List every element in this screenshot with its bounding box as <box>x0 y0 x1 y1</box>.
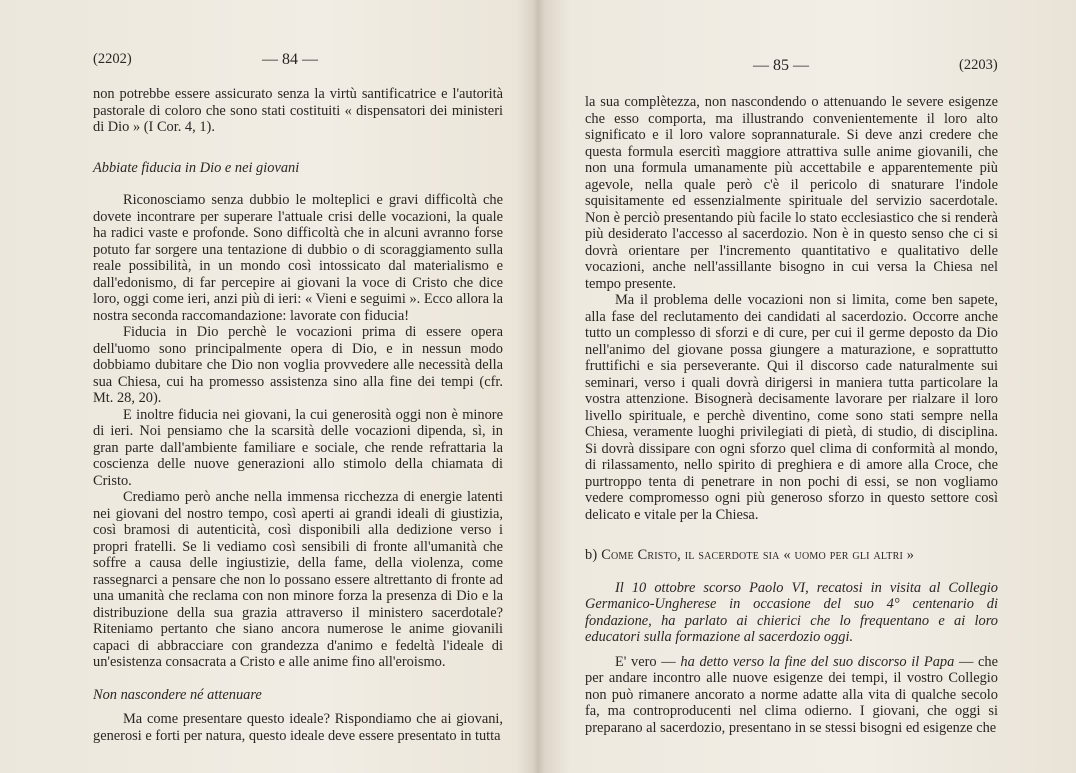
left-page-body <box>93 86 503 744</box>
left-paragraph-4: E inoltre fiducia nei giovani, la cui generosità oggi non è minore di ieri. Noi pensiamo che la scarsità delle vocazioni dipenda, sì, in gran parte dall'ambiente familiare e sociale, che rende refrattaria la coscienza delle nuove generazioni allo stimolo della chiamata di Cristo. <box>93 406 503 489</box>
quote-attribution: ha detto verso la fine del suo discorso il Papa <box>680 653 955 670</box>
right-page-number: — 85 — <box>753 57 809 74</box>
right-paragraph-2: Ma il problema delle vocazioni non si limita, come ben sapete, alla fase del reclutamento dei candidati al sacerdozio. Occorre anche tutto un complesso di sforzi e di cure, per cui il germe deposto da Dio nell'animo del giovane possa giungere a maturazione, e soprattutto fruttifichi e sia perseverante. Qui il discorso cade naturalmente sui seminari, verso i quali dovrà dirigersi in maniera tutta particolare la vostra attenzione. Bisognerà decisamente lavorare per rialzare il loro livello spirituale, e perchè diventino, come sono stati sempre nella Chiesa, veramente luoghi privilegiati di pietà, di studio, di disciplina. Si dovrà dissipare con ogni sforzo quel clima di conformità al mondo, di rilassamento, nello spirito di preghiera e di amore alla Croce, che purtroppo tenta di penetrare in non pochi di essi, se non vogliamo vedere compromesso ogni più generoso sforzo in questo settore così delicato e vitale per la Chiesa. <box>585 292 998 523</box>
quote-open: E' vero — <box>615 653 681 670</box>
right-paragraph-4 <box>585 654 998 737</box>
section-b-prefix: b) <box>585 547 602 563</box>
right-paragraph-3: Il 10 ottobre scorso Paolo VI, recatosi in visita al Collegio Germanico-Ungherese in occasione del suo 4° centenario di fondazione, ha parlato ai chierici che lo frequentano e ai loro educatori sulla formazione al sacerdozio oggi. <box>585 579 998 645</box>
right-page <box>539 0 1076 773</box>
right-page-body <box>585 94 998 736</box>
left-paragraph-6: Ma come presentare questo ideale? Rispondiamo che ai giovani, generosi e forti per natura, questo ideale deve essere presentato in tutta <box>93 711 503 744</box>
right-page-code: (2203) <box>959 57 998 73</box>
left-page-number: — 84 — <box>262 51 318 68</box>
quote-body: — che per andare incontro alle nuove esigenze dei tempi, il vostro Collegio non può rimanere ancorato a norme adatte alla vita di qualche secolo fa, ma controproducenti nel clima odierno. I giovani, che oggi si preparano al sacerdozio, presentano in se stessi bisogni ed esigenze che <box>585 653 998 736</box>
left-page <box>0 0 537 773</box>
section-b-title <box>585 547 998 564</box>
left-paragraph-1: non potrebbe essere assicurato senza la virtù santificatrice e l'autorità pastorale di coloro che sono stati costituiti « dispensatori dei ministeri di Dio » (I Cor. 4, 1). <box>93 86 503 135</box>
left-paragraph-3: Fiducia in Dio perchè le vocazioni prima di essere opera dell'uomo sono principalmente opera di Dio, e in nessun modo dobbiamo dubitare che Dio non voglia provvedere alle necessità della sua Chiesa, cui ha promesso assistenza sino alla fine dei tempi (cfr. Mt. 28, 20). <box>93 324 503 406</box>
left-paragraph-5: Crediamo però anche nella immensa ricchezza di energie latenti nei giovani del nostro tempo, così aperti ai grandi ideali di giustizia, così bramosi di autenticità, così disponibili alla dedizione verso i propri fratelli. Se li vediamo così sensibili di fronte all'umanità che soffre a causa delle ingiustizie, della fame, della violenza, come rassegnarci a pensare che non lo possano essere altrettanto di fronte ad una umanità che reclama con non minore forza la presenza di Dio e la distribuzione della sua grazia attraverso il ministero sacerdotale? Riteniamo pertanto che siano ancora numerose le anime giovanili capaci di abbracciare con grandezza d'animo e fedeltà l'ideale di un'esistenza consacrata a Cristo e alle anime fino all'eroismo. <box>93 489 503 670</box>
section-b-text: Come Cristo, il sacerdote sia « uomo per gli altri » <box>601 547 915 563</box>
right-paragraph-1: la sua complètezza, non nascondendo o attenuando le severe esigenze che esso comporta, ma illustrando convenientemente il loro alto significato e il loro valore soprannaturale. Si deve anzi credere che questa formula esercitì maggiore attrattiva sulle anime giovanili, che non una formula umanamente più accettabile e apparentemente più agevole, nella quale però c'è il pericolo di snaturare l'indole squisitamente ed essenzialmente spirituale del servizio sacerdotale. Non è perciò presentando più facile lo stato ecclesiastico che si renderà più desiderato l'accesso al sacerdozio. Non è in questo senso che ci si dovrà orientare per l'incremento quantitativo e qualitativo delle vocazioni, anche nell'assillante bisogno in cui versa la Chiesa nel tempo presente. <box>585 94 998 292</box>
left-page-code: (2202) <box>93 51 132 67</box>
left-paragraph-2: Riconosciamo senza dubbio le molteplici e gravi difficoltà che dovete incontrare per superare l'attuale crisi delle vocazioni, la quale ha radici vaste e profonde. Sono difficoltà che in alcuni avranno forse potuto far sorgere una tentazione di dubbio o di scoraggiamento sulla reale possibilità, in un mondo così intossicato dal materialismo e dall'edonismo, di far percepire ai giovani la voce di Cristo che dice loro, oggi come ieri, anzi più di ieri: « Vieni e seguimi ». Ecco allora la nostra seconda raccomandazione: lavorate con fiducia! <box>93 192 503 324</box>
heading-non-nascondere: Non nascondere né attenuare <box>93 686 262 703</box>
heading-fiducia: Abbiate fiducia in Dio e nei giovani <box>93 159 300 176</box>
